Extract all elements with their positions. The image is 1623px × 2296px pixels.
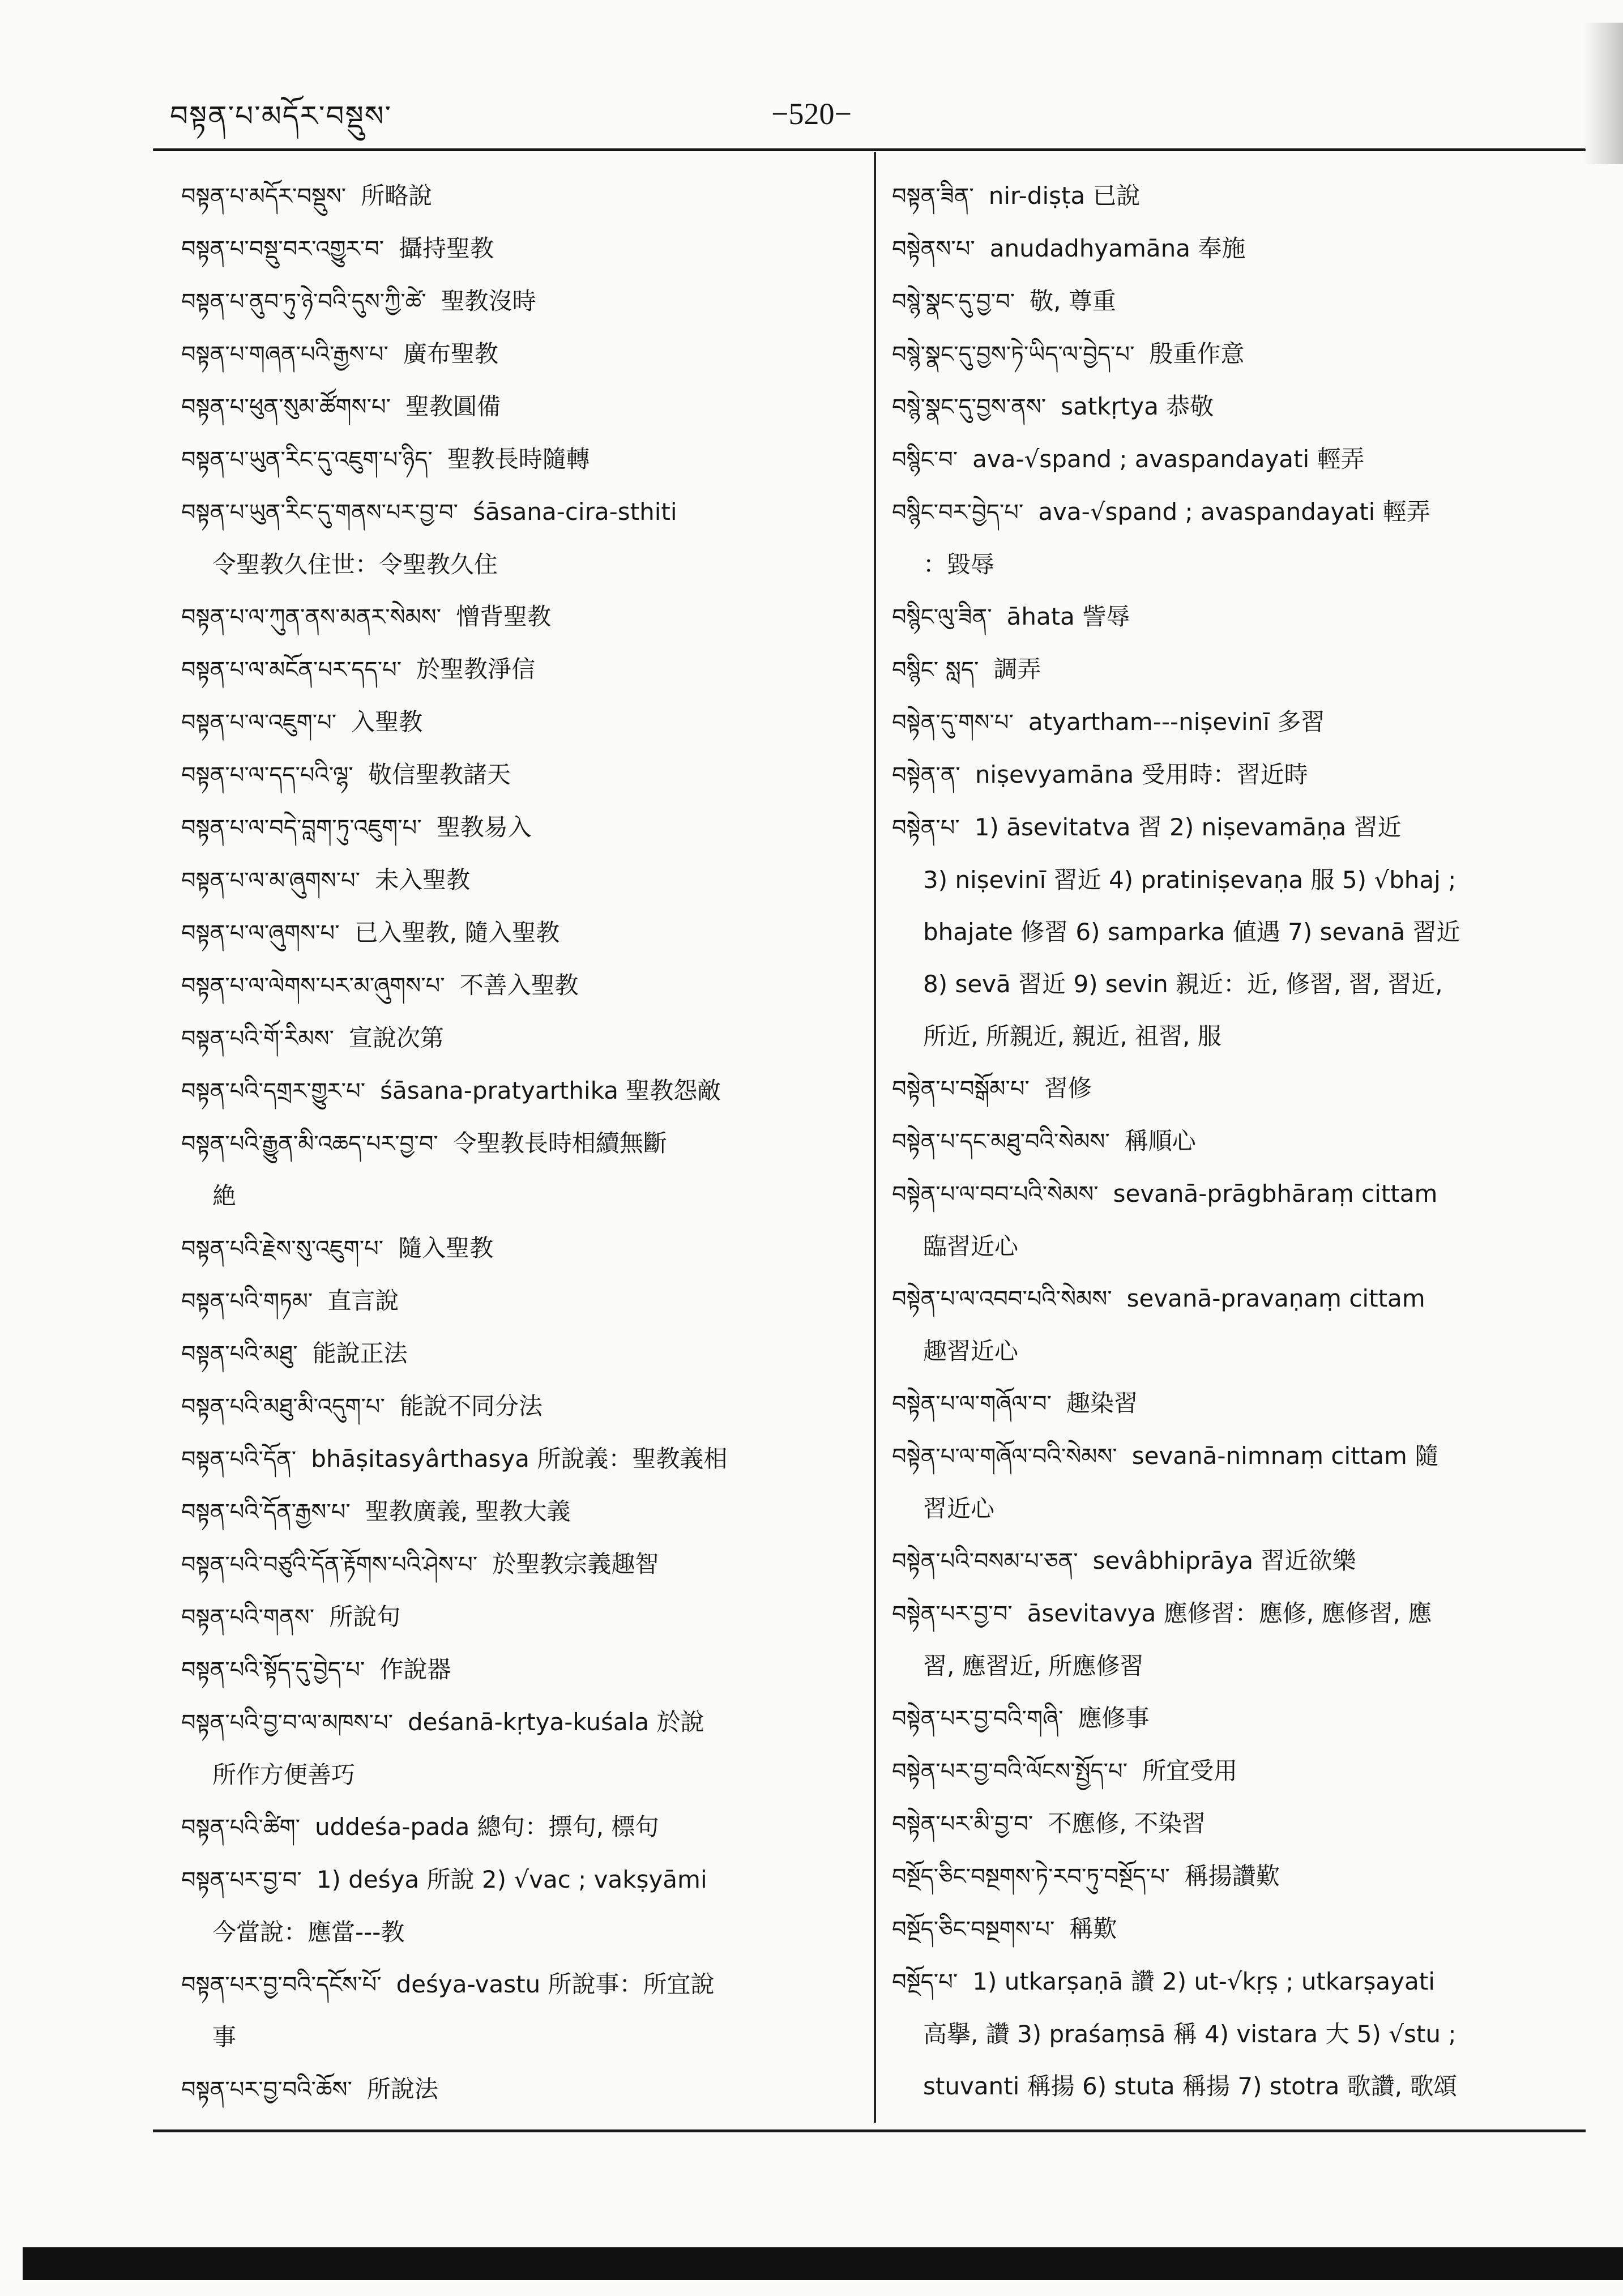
entry-continuation: 習近心: [923, 1495, 995, 1522]
tibetan-headword: བསྟན་པའི་རྒྱུན་མི་འཆད་པར་བྱ་བ་: [181, 1131, 438, 1157]
column-divider: [874, 152, 876, 2123]
tibetan-headword: བསྟེན་པར་བྱ་བའི་ལོངས་སྤྱོད་པ་: [892, 1759, 1128, 1785]
entry-gloss: deśya-vastu 所說事：所宜說: [396, 1970, 715, 1998]
dictionary-entry: [181, 1958, 861, 2011]
dictionary-entry: [181, 1222, 861, 1275]
dictionary-entry: [181, 2063, 861, 2116]
dictionary-entry: [181, 749, 861, 801]
tibetan-headword: བསྟན་པའི་དོན་རྒྱས་པ་: [181, 1499, 351, 1525]
dictionary-entry: [892, 643, 1577, 696]
entry-gloss: 作說器: [379, 1655, 451, 1683]
dictionary-entry: [181, 1117, 861, 1170]
entry-gloss: 所略說: [361, 182, 433, 210]
dictionary-entry: [181, 328, 861, 381]
tibetan-headword: བསྟེན་པར་བྱ་བ་: [892, 1601, 1013, 1627]
entry-gloss: 聖教圓備: [405, 392, 501, 420]
entry-gloss: 所說法: [366, 2075, 438, 2103]
entry-gloss: 聖教沒時: [441, 287, 536, 315]
tibetan-headword: བསྟན་པ་ལ་དད་པའི་ལྷ་: [181, 762, 353, 788]
tibetan-headword: བསྟེན་པ་: [892, 815, 960, 841]
entry-gloss: 攝持聖教: [399, 234, 494, 262]
tibetan-headword: བསྟེན་པ་ལ་གཞོལ་བའི་སེམས་: [892, 1444, 1117, 1470]
entry-gloss: 敬信聖教諸天: [368, 761, 511, 788]
tibetan-headword: བསྟེན་པ་དང་མཐུ་བའི་སེམས་: [892, 1129, 1110, 1155]
tibetan-headword: བསྙེ་སྣང་དུ་བྱས་ཏེ་ཡིད་ལ་བྱེད་པ་: [892, 342, 1135, 368]
entry-gloss: 聖教易入: [436, 813, 532, 841]
entry-gloss: ava-√spand ; avaspandayati 輕弄: [1038, 498, 1430, 526]
tibetan-headword: བསྙེ་སྣང་དུ་བྱས་ནས་: [892, 394, 1047, 420]
dictionary-entry: [181, 1380, 861, 1433]
entry-gloss: bhāṣitasyârthasya 所說義：聖教義相: [311, 1445, 728, 1473]
dictionary-entry: [181, 591, 861, 643]
entry-gloss: sevanā-prāgbhāraṃ cittam: [1113, 1180, 1438, 1207]
dictionary-entry: [892, 801, 1577, 854]
dictionary-entry: [181, 1696, 861, 1749]
tibetan-headword: བསྟན་པའི་བཙུའི་དོན་རྟོགས་པའི་ཤེས་པ་: [181, 1552, 478, 1578]
entry-gloss: 1) utkarṣaṇā 讚 2) ut-√kṛṣ ; utkarṣayati: [972, 1968, 1435, 1995]
dictionary-entry: [892, 1273, 1577, 1325]
footer-rule: [153, 2129, 1586, 2132]
tibetan-headword: བསྟན་པ་ནུབ་ཏུ་ཉེ་བའི་དུས་ཀྱི་ཚེ་: [181, 289, 426, 315]
tibetan-headword: བསྟེན་པའི་བསམ་པ་ཅན་: [892, 1548, 1078, 1574]
entry-gloss: 未入聖教: [375, 866, 471, 894]
tibetan-headword: བསྙིང་བར་བྱེད་པ་: [892, 500, 1024, 526]
right-column: [892, 170, 1577, 2113]
entry-gloss: 1) āsevitatva 習 2) niṣevamāṇa 習近: [974, 813, 1402, 841]
page-edge-shadow: [1583, 23, 1623, 164]
entry-gloss: 憎背聖教: [456, 603, 552, 630]
entry-continuation: 趣習近心: [923, 1337, 1019, 1365]
entry-gloss: 稱揚讚歎: [1184, 1862, 1280, 1890]
dictionary-entry: [892, 1903, 1577, 1956]
entry-gloss: 敬, 尊重: [1030, 287, 1116, 315]
tibetan-headword: བསྙིང་ སླད་: [892, 657, 979, 683]
dictionary-entry: [892, 433, 1577, 486]
entry-gloss: 聖教廣義, 聖教大義: [365, 1497, 571, 1525]
entry-gloss: 直言說: [327, 1287, 399, 1315]
tibetan-headword: བསྟན་པའི་གཏམ་: [181, 1288, 313, 1315]
tibetan-headword: བསྟེནས་པ་: [892, 236, 975, 262]
dictionary-entry: [181, 907, 861, 959]
entry-continuation: 3) niṣevinī 習近 4) pratiniṣevaṇa 服 5) √bhaj ;: [923, 866, 1457, 894]
entry-continuation: 今當說：應當---教: [212, 1918, 405, 1946]
entry-gloss: 稱歎: [1069, 1915, 1117, 1943]
tibetan-headword: བསྔོད་ཅིང་བསྔགས་ཏེ་རབ་ཏུ་བསྔོད་པ་: [892, 1864, 1170, 1890]
tibetan-headword: བསྟན་པར་བྱ་བའི་ཆོས་: [181, 2077, 352, 2103]
dictionary-entry: [181, 433, 861, 486]
entry-continuation: bhajate 修習 6) samparka 値遇 7) sevanā 習近: [923, 918, 1460, 946]
dictionary-entry: [892, 381, 1577, 433]
dictionary-entry: [181, 1854, 861, 1906]
entry-continuation: 所近, 所親近, 親近, 祖習, 服: [923, 1022, 1221, 1050]
scan-bottom-bar: [23, 2247, 1623, 2280]
tibetan-headword: བསྙིང་བ་: [892, 447, 958, 473]
dictionary-entry: [181, 959, 861, 1012]
entry-gloss: 稱順心: [1124, 1127, 1196, 1155]
entry-continuation: 高擧, 讚 3) praśaṃsā 稱 4) vistara 大 5) √stu ;: [923, 2020, 1457, 2048]
entry-continuation: 8) sevā 習近 9) sevin 親近：近, 修習, 習, 習近,: [923, 970, 1443, 998]
dictionary-entry: [892, 275, 1577, 328]
tibetan-headword: བསྟེན་དུ་གས་པ་: [892, 710, 1014, 736]
entry-gloss: nir-diṣṭa 已說: [988, 182, 1141, 210]
entry-gloss: śāsana-pratyarthika 聖教怨敵: [380, 1077, 721, 1104]
dictionary-entry: [892, 328, 1577, 381]
dictionary-entry: [892, 1956, 1577, 2008]
entry-gloss: uddeśa-pada 總句：摽句, 標句: [315, 1813, 659, 1841]
entry-continuation: 絶: [212, 1182, 237, 1210]
tibetan-headword: བསྔོད་པ་: [892, 1969, 958, 1995]
entry-continuation: 所作方便善巧: [212, 1761, 356, 1789]
entry-continuation: stuvanti 稱揚 6) stuta 稱揚 7) stotra 歌讚, 歌頌: [923, 2072, 1458, 2100]
entry-gloss: 宣說次第: [348, 1024, 444, 1052]
entry-gloss: 不善入聖教: [459, 971, 579, 999]
entry-gloss: āsevitavya 應修習：應修, 應修習, 應: [1027, 1599, 1432, 1627]
dictionary-entry: [892, 486, 1577, 539]
dictionary-entry: [181, 223, 861, 275]
dictionary-entry: [181, 275, 861, 328]
tibetan-headword: བསྟེན་པར་བྱ་བའི་གཞི་: [892, 1706, 1064, 1732]
tibetan-headword: བསྙིང་ལུ་ཟིན་: [892, 604, 992, 630]
tibetan-headword: བསྟན་པ་ལ་འཇུག་པ་: [181, 710, 337, 736]
page-number: −520−: [771, 97, 852, 131]
left-column: [181, 170, 861, 2116]
dictionary-entry: [892, 223, 1577, 275]
dictionary-entry: [181, 696, 861, 749]
entry-gloss: ava-√spand ; avaspandayati 輕弄: [972, 445, 1365, 473]
dictionary-entry: [892, 1430, 1577, 1483]
dictionary-entry: [181, 801, 861, 854]
dictionary-entry: [892, 1535, 1577, 1587]
entry-gloss: 所說句: [329, 1603, 401, 1631]
tibetan-headword: བསྟེན་པ་ལ་བབ་པའི་སེམས་: [892, 1181, 1099, 1207]
tibetan-headword: བསྟན་པ་ཡུན་རིང་དུ་གནས་པར་བྱ་བ་: [181, 500, 459, 526]
entry-gloss: 聖教長時隨轉: [447, 445, 590, 473]
tibetan-headword: བསྟེན་པ་ལ་འབབ་པའི་སེམས་: [892, 1286, 1112, 1312]
entry-gloss: āhata 訾辱: [1006, 603, 1130, 630]
dictionary-entry: [181, 1486, 861, 1538]
entry-gloss: sevâbhiprāya 習近欲樂: [1092, 1547, 1356, 1574]
tibetan-headword: བསྙེ་སྣང་དུ་བྱ་བ་: [892, 289, 1015, 315]
dictionary-entry: [892, 1850, 1577, 1903]
entry-gloss: 殷重作意: [1149, 340, 1245, 368]
tibetan-headword: བསྟན་པའི་དགྲར་གྱུར་པ་: [181, 1078, 366, 1104]
dictionary-entry: [181, 854, 861, 907]
dictionary-entry: [181, 486, 861, 539]
tibetan-headword: བསྟན་པའི་གོ་རིམས་: [181, 1026, 334, 1052]
tibetan-headword: བསྟེན་ན་: [892, 762, 960, 788]
entry-continuation: 令聖教久住世：令聖教久住: [212, 550, 498, 578]
tibetan-headword: བསྟན་པ་གཞན་པའི་རྒྱས་པ་: [181, 342, 388, 368]
dictionary-entry: [892, 1168, 1577, 1220]
tibetan-headword: བསྟན་པ་ཕུན་སུམ་ཚོགས་པ་: [181, 394, 391, 420]
entry-gloss: 入聖教: [351, 708, 423, 736]
entry-gloss: 應修事: [1078, 1704, 1150, 1732]
entry-gloss: 能說不同分法: [399, 1392, 543, 1420]
dictionary-entry: [181, 170, 861, 223]
entry-gloss: 不應修, 不染習: [1048, 1810, 1206, 1837]
header-rule: [153, 148, 1586, 151]
tibetan-headword: བསྟན་པའི་སྟོད་དུ་བྱེད་པ་: [181, 1657, 365, 1683]
entry-gloss: sevanā-pravaṇaṃ cittam: [1126, 1284, 1425, 1312]
dictionary-entry: [892, 170, 1577, 223]
entry-continuation: 臨習近心: [923, 1232, 1019, 1260]
tibetan-headword: བསྟན་པའི་མཐུ་མི་འདུག་པ་: [181, 1394, 385, 1420]
tibetan-headword: བསྟན་པའི་མཐུ་: [181, 1341, 298, 1367]
dictionary-entry: [892, 696, 1577, 749]
entry-gloss: 所宜受用: [1142, 1757, 1238, 1785]
tibetan-headword: བསྟན་པའི་དོན་: [181, 1446, 297, 1473]
dictionary-entry: [892, 1745, 1577, 1798]
entry-gloss: 已入聖教, 隨入聖教: [354, 919, 560, 946]
dictionary-entry: [181, 643, 861, 696]
tibetan-headword: བསྟན་ཟིན་: [892, 183, 974, 210]
dictionary-entry: [892, 1062, 1577, 1115]
tibetan-headword: བསྟན་པ་ལ་བདེ་བླག་ཏུ་འཇུག་པ་: [181, 815, 422, 841]
entry-gloss: 廣布聖教: [403, 340, 498, 368]
tibetan-headword: བསྟན་པ་ལ་ལེགས་པར་མ་ཞུགས་པ་: [181, 973, 445, 999]
dictionary-entry: [892, 1798, 1577, 1850]
dictionary-entry: [181, 1591, 861, 1644]
tibetan-headword: བསྟན་པ་ལ་མངོན་པར་དད་པ་: [181, 657, 402, 683]
dictionary-entry: [892, 1692, 1577, 1745]
dictionary-entry: [181, 1644, 861, 1696]
tibetan-headword: བསྟན་པའི་ཚིག་: [181, 1815, 300, 1841]
dictionary-entry: [181, 381, 861, 433]
entry-gloss: atyartham---niṣevinī 多習: [1028, 708, 1325, 736]
dictionary-entry: [892, 1587, 1577, 1640]
tibetan-headword: བསྟན་པར་བྱ་བའི་དངོས་པོ་: [181, 1972, 382, 1998]
running-head: བསྟན་པ་མདོར་བསྡུས་: [170, 100, 392, 133]
entry-continuation: 事: [212, 2023, 237, 2051]
dictionary-entry: [181, 1433, 861, 1486]
dictionary-entry: [892, 591, 1577, 643]
entry-gloss: 隨入聖教: [398, 1234, 494, 1262]
entry-continuation: 習, 應習近, 所應修習: [923, 1652, 1144, 1680]
tibetan-headword: བསྟན་པ་ལ་ཀུན་ནས་མནར་སེམས་: [181, 604, 442, 630]
tibetan-headword: བསྟན་པ་ལ་ཞུགས་པ་: [181, 920, 340, 946]
tibetan-headword: བསྟན་པ་མདོར་བསྡུས་: [181, 183, 347, 210]
entry-gloss: deśanā-kṛtya-kuśala 於說: [408, 1708, 704, 1736]
tibetan-headword: བསྟན་པའི་རྗེས་སུ་འཇུག་པ་: [181, 1236, 384, 1262]
tibetan-headword: བསྟེན་པ་བསྒོམ་པ་: [892, 1076, 1030, 1102]
entry-gloss: śāsana-cira-sthiti: [473, 498, 677, 526]
entry-gloss: 能說正法: [312, 1339, 408, 1367]
entry-gloss: 趣染習: [1066, 1389, 1138, 1417]
entry-gloss: 1) deśya 所說 2) √vac ; vakṣyāmi: [316, 1866, 707, 1893]
dictionary-entry: [892, 1115, 1577, 1168]
tibetan-headword: བསྔོད་ཅིང་བསྔགས་པ་: [892, 1917, 1055, 1943]
dictionary-entry: [181, 1538, 861, 1591]
dictionary-entry: [181, 1012, 861, 1065]
tibetan-headword: བསྟན་པ་བསྡུ་བར་འགྱུར་བ་: [181, 236, 385, 262]
tibetan-headword: བསྟན་པའི་གནས་: [181, 1604, 315, 1631]
tibetan-headword: བསྟན་པ་ལ་མ་ཞུགས་པ་: [181, 868, 361, 894]
tibetan-headword: བསྟན་པ་ཡུན་རིང་དུ་འཇུག་པ་ཉིད་: [181, 447, 433, 473]
dictionary-entry: [181, 1801, 861, 1854]
dictionary-entry: [892, 749, 1577, 801]
dictionary-entry: [892, 1377, 1577, 1430]
dictionary-entry: [181, 1065, 861, 1117]
entry-gloss: 調弄: [993, 655, 1041, 683]
entry-gloss: satkṛtya 恭敬: [1061, 392, 1214, 420]
tibetan-headword: བསྟན་པའི་བྱ་བ་ལ་མཁས་པ་: [181, 1710, 393, 1736]
entry-gloss: 令聖教長時相續無斷: [452, 1129, 667, 1157]
entry-gloss: 於聖教淨信: [416, 655, 536, 683]
dictionary-entry: [181, 1328, 861, 1380]
tibetan-headword: བསྟན་པར་བྱ་བ་: [181, 1867, 302, 1893]
entry-gloss: anudadhyamāna 奉施: [989, 234, 1246, 262]
tibetan-headword: བསྟེན་པར་མི་བྱ་བ་: [892, 1811, 1033, 1837]
entry-gloss: niṣevyamāna 受用時：習近時: [975, 761, 1308, 788]
dictionary-entry: [181, 1275, 861, 1328]
entry-gloss: sevanā-nimnaṃ cittam 隨: [1131, 1442, 1439, 1470]
tibetan-headword: བསྟེན་པ་ལ་གཞོལ་བ་: [892, 1391, 1052, 1417]
entry-gloss: 習修: [1044, 1074, 1092, 1102]
entry-gloss: 於聖教宗義趣智: [492, 1550, 659, 1578]
entry-continuation: ：毀辱: [923, 550, 995, 578]
